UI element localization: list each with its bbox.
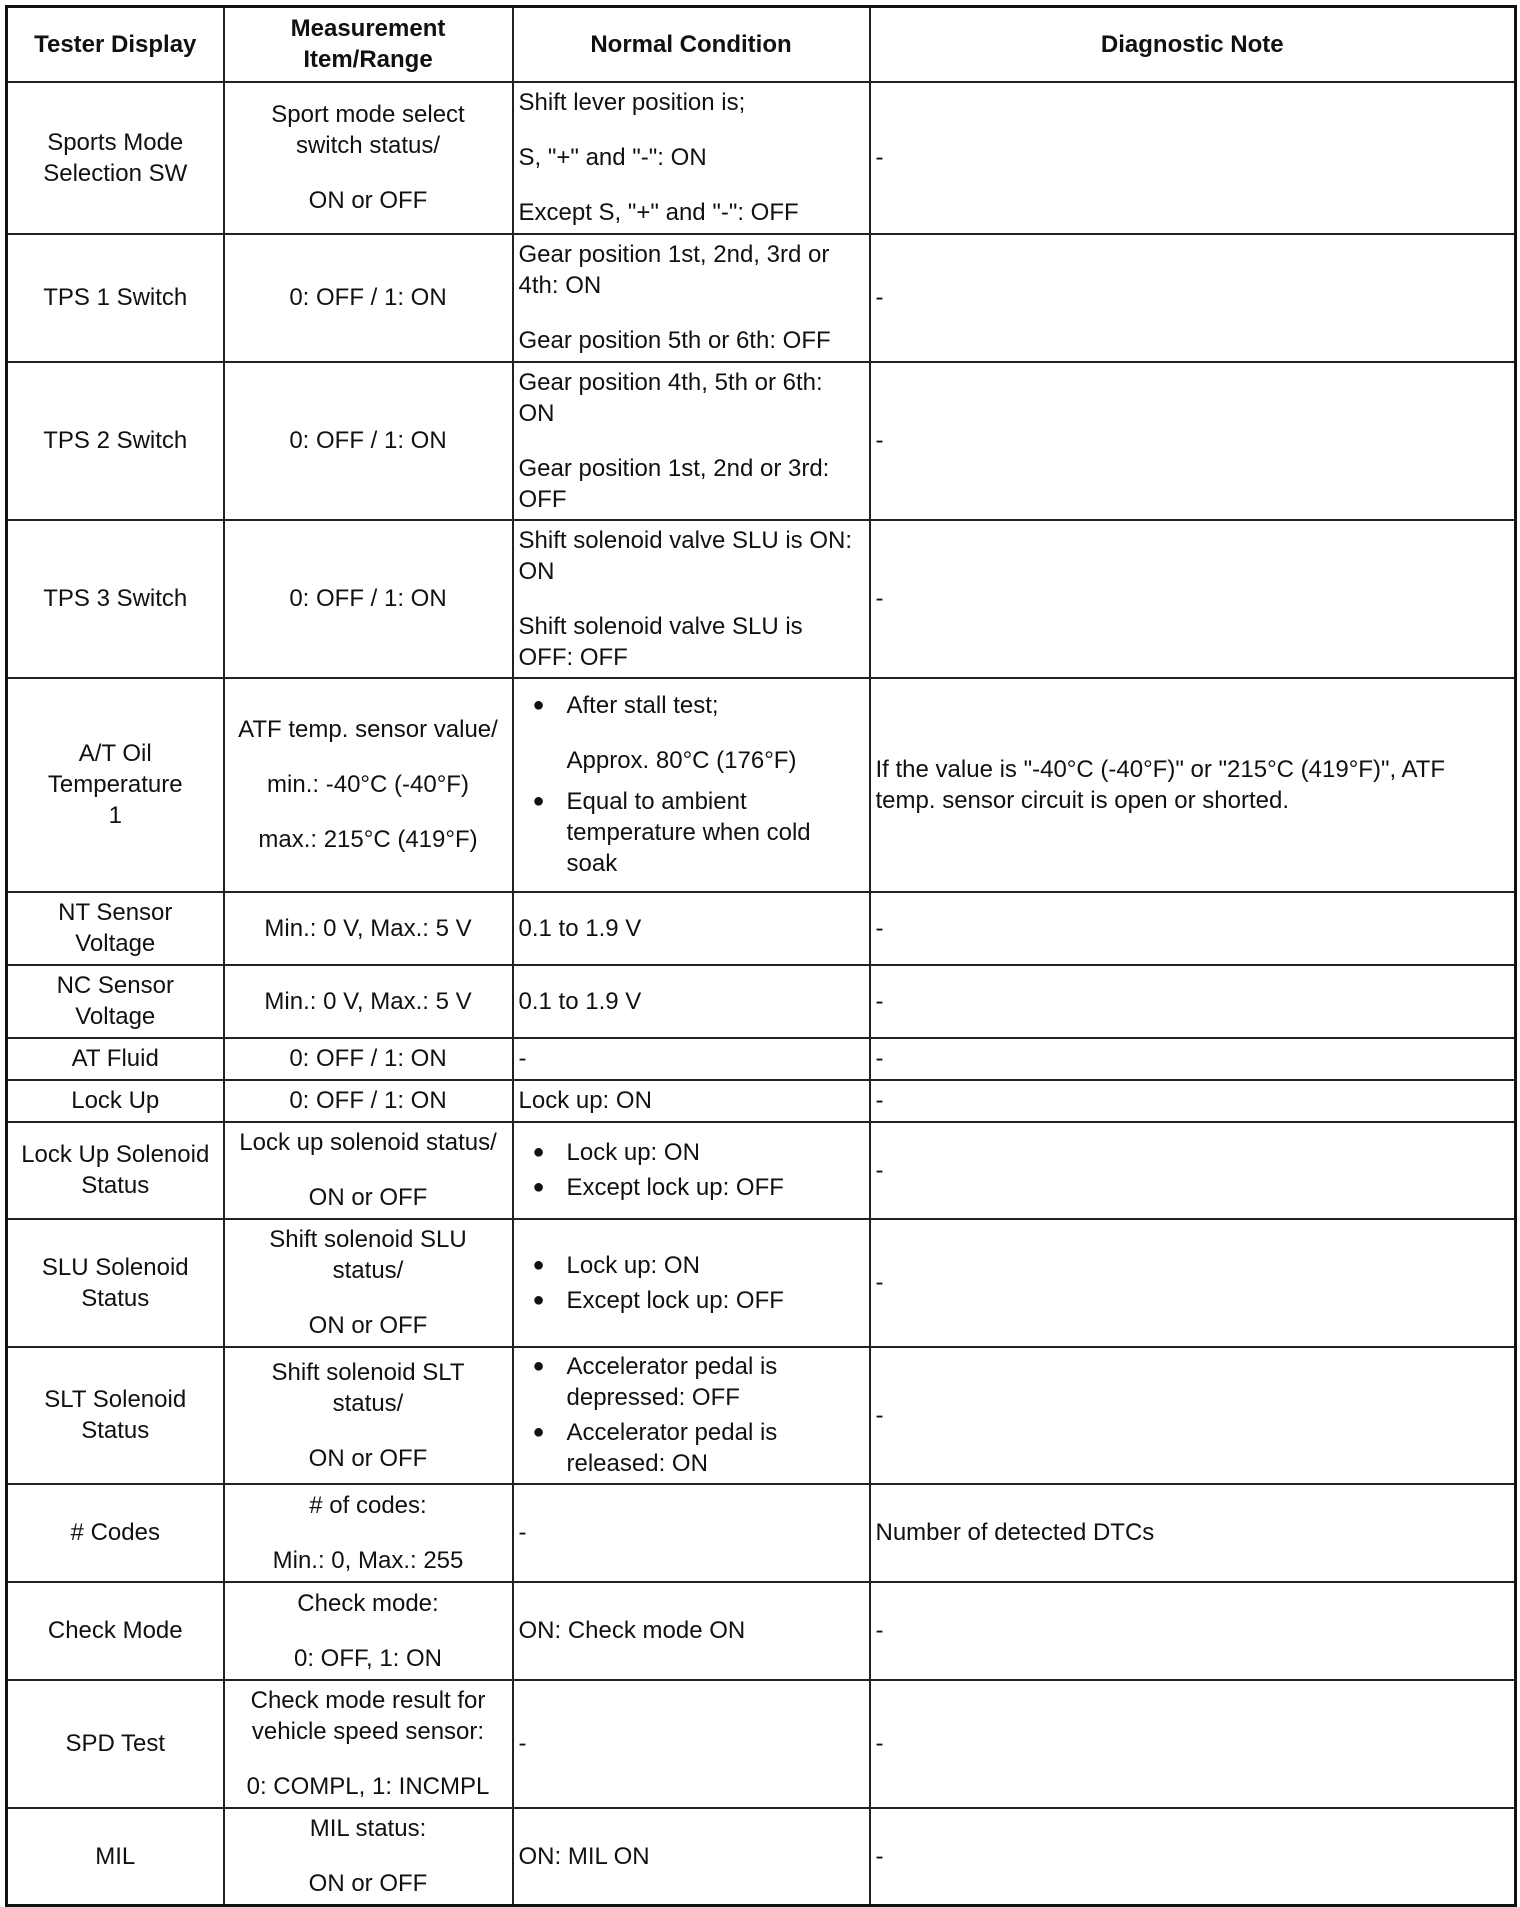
- cell-tester-display: TPS 2 Switch: [7, 362, 224, 520]
- cell-diagnostic-note: -: [870, 1680, 1516, 1808]
- cell-tester-display: Lock Up: [7, 1080, 224, 1122]
- diagnostic-table-page: [5, 5, 1514, 1898]
- cell-measurement: 0: OFF / 1: ON: [224, 1080, 513, 1122]
- cell-diagnostic-note: -: [870, 1347, 1516, 1484]
- cell-measurement: 0: OFF / 1: ON: [224, 1038, 513, 1080]
- bullet-text: Equal to ambient temperature when cold soak: [566, 788, 811, 877]
- cell-diagnostic-note: -: [870, 82, 1516, 234]
- cell-normal-condition: [513, 1122, 870, 1219]
- cell-measurement: Min.: 0 V, Max.: 5 V: [224, 965, 513, 1038]
- cell-normal-condition: [513, 362, 870, 520]
- table-row: [7, 678, 1516, 892]
- cell-tester-display: Sports Mode Selection SW: [7, 82, 224, 234]
- cell-diagnostic-note: -: [870, 234, 1516, 362]
- cell-diagnostic-note: -: [870, 1219, 1516, 1347]
- measurement-line: 0: COMPL, 1: INCMPL: [246, 1773, 490, 1800]
- measurement-line: ON or OFF: [308, 1184, 428, 1211]
- measurement-line: Min.: 0, Max.: 255: [272, 1546, 464, 1574]
- cell-diagnostic-note: If the value is "-40°C (-40°F)" or "215°C (419°F)", ATF temp. sensor circuit is open or shorted.: [870, 678, 1516, 892]
- cell-normal-condition: [513, 520, 870, 678]
- measurement-line: min.: -40°C (-40°F): [267, 771, 469, 798]
- cell-tester-display: NT Sensor Voltage: [7, 892, 224, 965]
- measurement-line: # of codes:: [309, 1491, 427, 1519]
- table-row: [7, 1808, 1516, 1906]
- measurement-line: ATF temp. sensor value/: [238, 716, 498, 743]
- cell-diagnostic-note: -: [870, 1080, 1516, 1122]
- normal-line: Gear position 5th or 6th: OFF: [518, 327, 831, 354]
- bullet-list: [519, 1351, 864, 1479]
- header-row: [7, 7, 1516, 82]
- cell-tester-display: MIL: [7, 1808, 224, 1906]
- cell-normal-condition: ON: Check mode ON: [513, 1582, 870, 1680]
- bullet-list: [519, 1137, 864, 1203]
- bullet-item: ● Except lock up: OFF: [519, 1285, 864, 1316]
- cell-diagnostic-note: -: [870, 892, 1516, 965]
- cell-normal-condition: [513, 1347, 870, 1484]
- table-row: [7, 1219, 1516, 1347]
- cell-normal-condition: -: [513, 1484, 870, 1582]
- cell-diagnostic-note: -: [870, 1038, 1516, 1080]
- bullet-item: ● Lock up: ON: [519, 1250, 864, 1281]
- table-row: [7, 965, 1516, 1038]
- measurement-line: Check mode result for vehicle speed sensor:: [250, 1687, 486, 1745]
- measurement-line: ON or OFF: [308, 1870, 428, 1898]
- table-row: [7, 520, 1516, 678]
- measurement-line: MIL status:: [309, 1815, 427, 1843]
- table-row: [7, 234, 1516, 362]
- datalist-table: [5, 5, 1517, 1907]
- cell-tester-display: SLU Solenoid Status: [7, 1219, 224, 1347]
- cell-diagnostic-note: -: [870, 362, 1516, 520]
- cell-measurement: 0: OFF / 1: ON: [224, 362, 513, 520]
- bullet-list: [519, 690, 864, 879]
- header-normal-condition: Normal Condition: [513, 7, 870, 82]
- cell-tester-display: Lock Up Solenoid Status: [7, 1122, 224, 1219]
- normal-line: Gear position 4th, 5th or 6th: ON: [518, 368, 823, 427]
- table-row: [7, 1680, 1516, 1808]
- cell-diagnostic-note: -: [870, 1808, 1516, 1906]
- measurement-line: Check mode:: [297, 1589, 439, 1617]
- table-row: [7, 362, 1516, 520]
- cell-normal-condition: Lock up: ON: [513, 1080, 870, 1122]
- normal-line: Shift solenoid valve SLU is OFF: OFF: [518, 612, 803, 671]
- bullet-item: ● Lock up: ON: [519, 1137, 864, 1168]
- cell-diagnostic-note: -: [870, 1582, 1516, 1680]
- measurement-line: ON or OFF: [308, 1312, 428, 1339]
- cell-normal-condition: [513, 234, 870, 362]
- normal-line: S, "+" and "-": ON: [518, 144, 707, 171]
- table-row: [7, 1080, 1516, 1122]
- bullet-item: ● Accelerator pedal is released: ON: [519, 1417, 814, 1479]
- cell-normal-condition: [513, 678, 870, 892]
- normal-line: Shift lever position is;: [518, 89, 746, 116]
- normal-line: Gear position 1st, 2nd or 3rd: OFF: [518, 454, 830, 513]
- cell-diagnostic-note: -: [870, 1122, 1516, 1219]
- cell-tester-display: # Codes: [7, 1484, 224, 1582]
- cell-normal-condition: -: [513, 1038, 870, 1080]
- cell-tester-display: Check Mode: [7, 1582, 224, 1680]
- bullet-list: [519, 1250, 864, 1316]
- bullet-item: [519, 786, 864, 879]
- cell-normal-condition: [513, 1219, 870, 1347]
- cell-tester-display: TPS 1 Switch: [7, 234, 224, 362]
- measurement-line: 0: OFF, 1: ON: [293, 1644, 443, 1672]
- table-row: [7, 1038, 1516, 1080]
- normal-line: Gear position 1st, 2nd, 3rd or 4th: ON: [518, 241, 830, 299]
- normal-line: Shift solenoid valve SLU is ON: ON: [518, 526, 852, 585]
- cell-diagnostic-note: Number of detected DTCs: [870, 1484, 1516, 1582]
- cell-measurement: [224, 678, 513, 892]
- cell-measurement: [224, 1808, 513, 1906]
- cell-tester-display: AT Fluid: [7, 1038, 224, 1080]
- measurement-line: Shift solenoid SLT status/: [271, 1358, 465, 1417]
- cell-measurement: [224, 1680, 513, 1808]
- cell-tester-display: SLT Solenoid Status: [7, 1347, 224, 1484]
- header-tester-display: Tester Display: [7, 7, 224, 82]
- cell-measurement: [224, 1347, 513, 1484]
- table-row: [7, 82, 1516, 234]
- header-measurement: Measurement Item/Range: [224, 7, 513, 82]
- table-row: [7, 1582, 1516, 1680]
- cell-normal-condition: -: [513, 1680, 870, 1808]
- normal-line: Except S, "+" and "-": OFF: [518, 199, 799, 226]
- bullet-item: [519, 690, 864, 776]
- cell-normal-condition: 0.1 to 1.9 V: [513, 965, 870, 1038]
- table-row: [7, 1122, 1516, 1219]
- cell-normal-condition: [513, 82, 870, 234]
- cell-measurement: 0: OFF / 1: ON: [224, 520, 513, 678]
- bullet-item: ● Except lock up: OFF: [519, 1172, 864, 1203]
- cell-normal-condition: ON: MIL ON: [513, 1808, 870, 1906]
- cell-measurement: [224, 1484, 513, 1582]
- table-row: [7, 1484, 1516, 1582]
- cell-measurement: Min.: 0 V, Max.: 5 V: [224, 892, 513, 965]
- measurement-line: ON or OFF: [308, 1444, 428, 1472]
- header-diagnostic-note: Diagnostic Note: [870, 7, 1516, 82]
- bullet-subline: Approx. 80°C (176°F): [566, 747, 797, 774]
- cell-tester-display: NC Sensor Voltage: [7, 965, 224, 1038]
- cell-measurement: 0: OFF / 1: ON: [224, 234, 513, 362]
- bullet-text: After stall test;: [566, 692, 719, 719]
- table-row: [7, 892, 1516, 965]
- measurement-line: ON or OFF: [308, 187, 428, 214]
- cell-diagnostic-note: -: [870, 965, 1516, 1038]
- cell-measurement: [224, 82, 513, 234]
- cell-diagnostic-note: -: [870, 520, 1516, 678]
- cell-normal-condition: 0.1 to 1.9 V: [513, 892, 870, 965]
- measurement-line: Sport mode select switch status/: [271, 101, 465, 159]
- measurement-line: max.: 215°C (419°F): [258, 826, 478, 853]
- measurement-line: Shift solenoid SLU status/: [269, 1226, 467, 1284]
- cell-tester-display: A/T Oil Temperature 1: [7, 678, 224, 892]
- cell-measurement: [224, 1219, 513, 1347]
- cell-tester-display: SPD Test: [7, 1680, 224, 1808]
- cell-measurement: [224, 1582, 513, 1680]
- measurement-line: Lock up solenoid status/: [239, 1129, 497, 1156]
- cell-measurement: [224, 1122, 513, 1219]
- cell-tester-display: TPS 3 Switch: [7, 520, 224, 678]
- bullet-item: ● Accelerator pedal is depressed: OFF: [519, 1351, 814, 1413]
- table-row: [7, 1347, 1516, 1484]
